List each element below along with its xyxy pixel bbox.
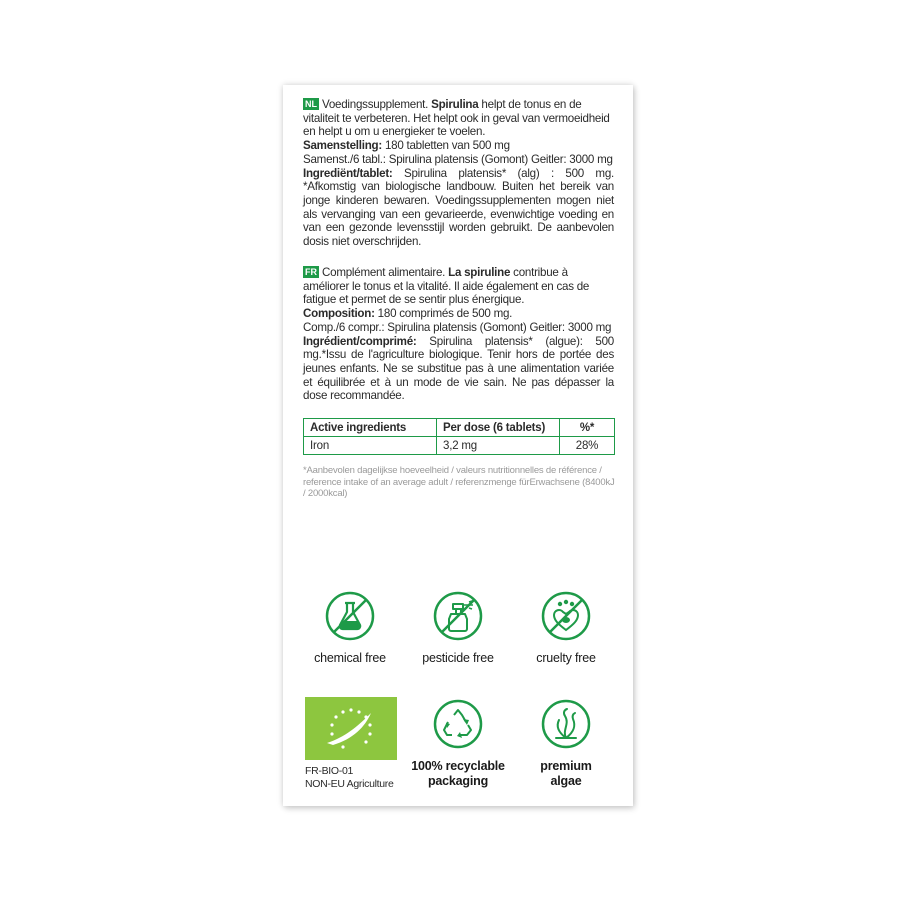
fr-composition-per-dose: Comp./6 compr.: Spirulina platensis (Gomont) Geitler: 3000 mg [303, 320, 612, 334]
french-text-block [303, 266, 614, 403]
table-header: %* [560, 419, 615, 437]
nl-composition-label: Samenstelling: [303, 139, 382, 153]
lang-badge-nl: NL [305, 99, 317, 109]
fr-composition-value: 180 comprimés de 500 mg. [374, 307, 513, 321]
fr-intro-a: Complément alimentaire. [322, 266, 449, 279]
flask-crossed-icon [324, 590, 376, 642]
paw-heart-crossed-icon [540, 590, 592, 642]
eu-agriculture-origin: NON-EU Agriculture [305, 778, 394, 790]
eu-control-body-code: FR-BIO-01 [305, 765, 354, 777]
fr-ingredient-value: Spirulina platensis* (algue): 500 mg.*Issu de l'agriculture biologique. Tenir hors de portée des jeunes enfants. Ne se substitue pas à une alimentation variée et équilibrée et à un mode de vie sain. Ne pas dépasser la dose recommandée. [303, 334, 614, 403]
nl-intro-c: helpt de tonus en de vitaliteit te verbeteren. Het helpt ook in geval van vermoeidheid en helpt u om u energieker te voelen. [303, 98, 610, 139]
badge-label-line: algae [550, 774, 582, 788]
badge-label: chemical free [314, 651, 386, 665]
badge-label: cruelty free [536, 651, 596, 665]
algae-icon [540, 698, 592, 750]
spray-bottle-crossed-icon [432, 590, 484, 642]
recycle-icon [432, 698, 484, 750]
badge-label-line: premium [540, 759, 592, 773]
badge-chemical-free [295, 590, 405, 666]
fr-ingredient-label: Ingrédient/comprimé: [303, 334, 417, 348]
eu-organic-leaf-logo [305, 697, 397, 760]
nl-intro-a: Voedingssupplement. [322, 98, 432, 111]
reference-footnote: *Aanbevolen dagelijkse hoeveelheid / valeurs nutritionnelles de référence / reference intake of an average adult / referenzmenge fürErwachsene (8400kJ / 2000kcal) [303, 465, 615, 499]
nutrition-table [303, 418, 615, 455]
table-header: Per dose (6 tablets) [437, 419, 560, 437]
badge-label-line: packaging [427, 774, 489, 788]
badge-label-line: 100% recyclable [411, 759, 505, 773]
fr-intro-b: La spiruline [448, 266, 511, 279]
dutch-text-block [303, 98, 614, 249]
table-cell: 28% [560, 437, 615, 455]
badge-label: pesticide free [422, 651, 494, 665]
badge-recyclable [403, 698, 513, 789]
nl-ingredient-value: Spirulina platensis* (alg) : 500 mg. *Afkomstig van biologische landbouw. Buiten het bereik van jonge kinderen bewaren. Voedingssupplementen mogen niet als vervanging van een gevarieerde, evenwichtige voeding en van een gezonde levensstijl worden gebruikt. De aanbevolen dosis niet overschrijden. [303, 166, 614, 249]
eu-organic-code [305, 765, 394, 791]
badge-premium-algae [511, 698, 621, 789]
table-header-row [304, 419, 615, 437]
badge-cruelty-free [511, 590, 621, 666]
badge-label [511, 759, 621, 789]
fr-composition-label: Composition: [303, 307, 375, 321]
table-cell: Iron [304, 437, 437, 455]
lang-badge-fr: FR [305, 267, 317, 277]
nl-ingredient-label: Ingrediënt/tablet: [303, 166, 393, 180]
table-cell: 3,2 mg [437, 437, 560, 455]
nl-composition-value: 180 tabletten van 500 mg [381, 139, 510, 153]
nl-intro-b: Spirulina [431, 98, 479, 111]
badge-pesticide-free [403, 590, 513, 666]
product-box-side [283, 85, 633, 806]
table-row [304, 437, 615, 455]
badge-label [403, 759, 513, 789]
table-header: Active ingredients [304, 419, 437, 437]
nl-composition-per-dose: Samenst./6 tabl.: Spirulina platensis (Gomont) Geitler: 3000 mg [303, 152, 613, 166]
fr-intro-c: contribue à améliorer le tonus et la vitalité. Il aide également en cas de fatigue et permet de se sentir plus énergique. [303, 266, 590, 307]
